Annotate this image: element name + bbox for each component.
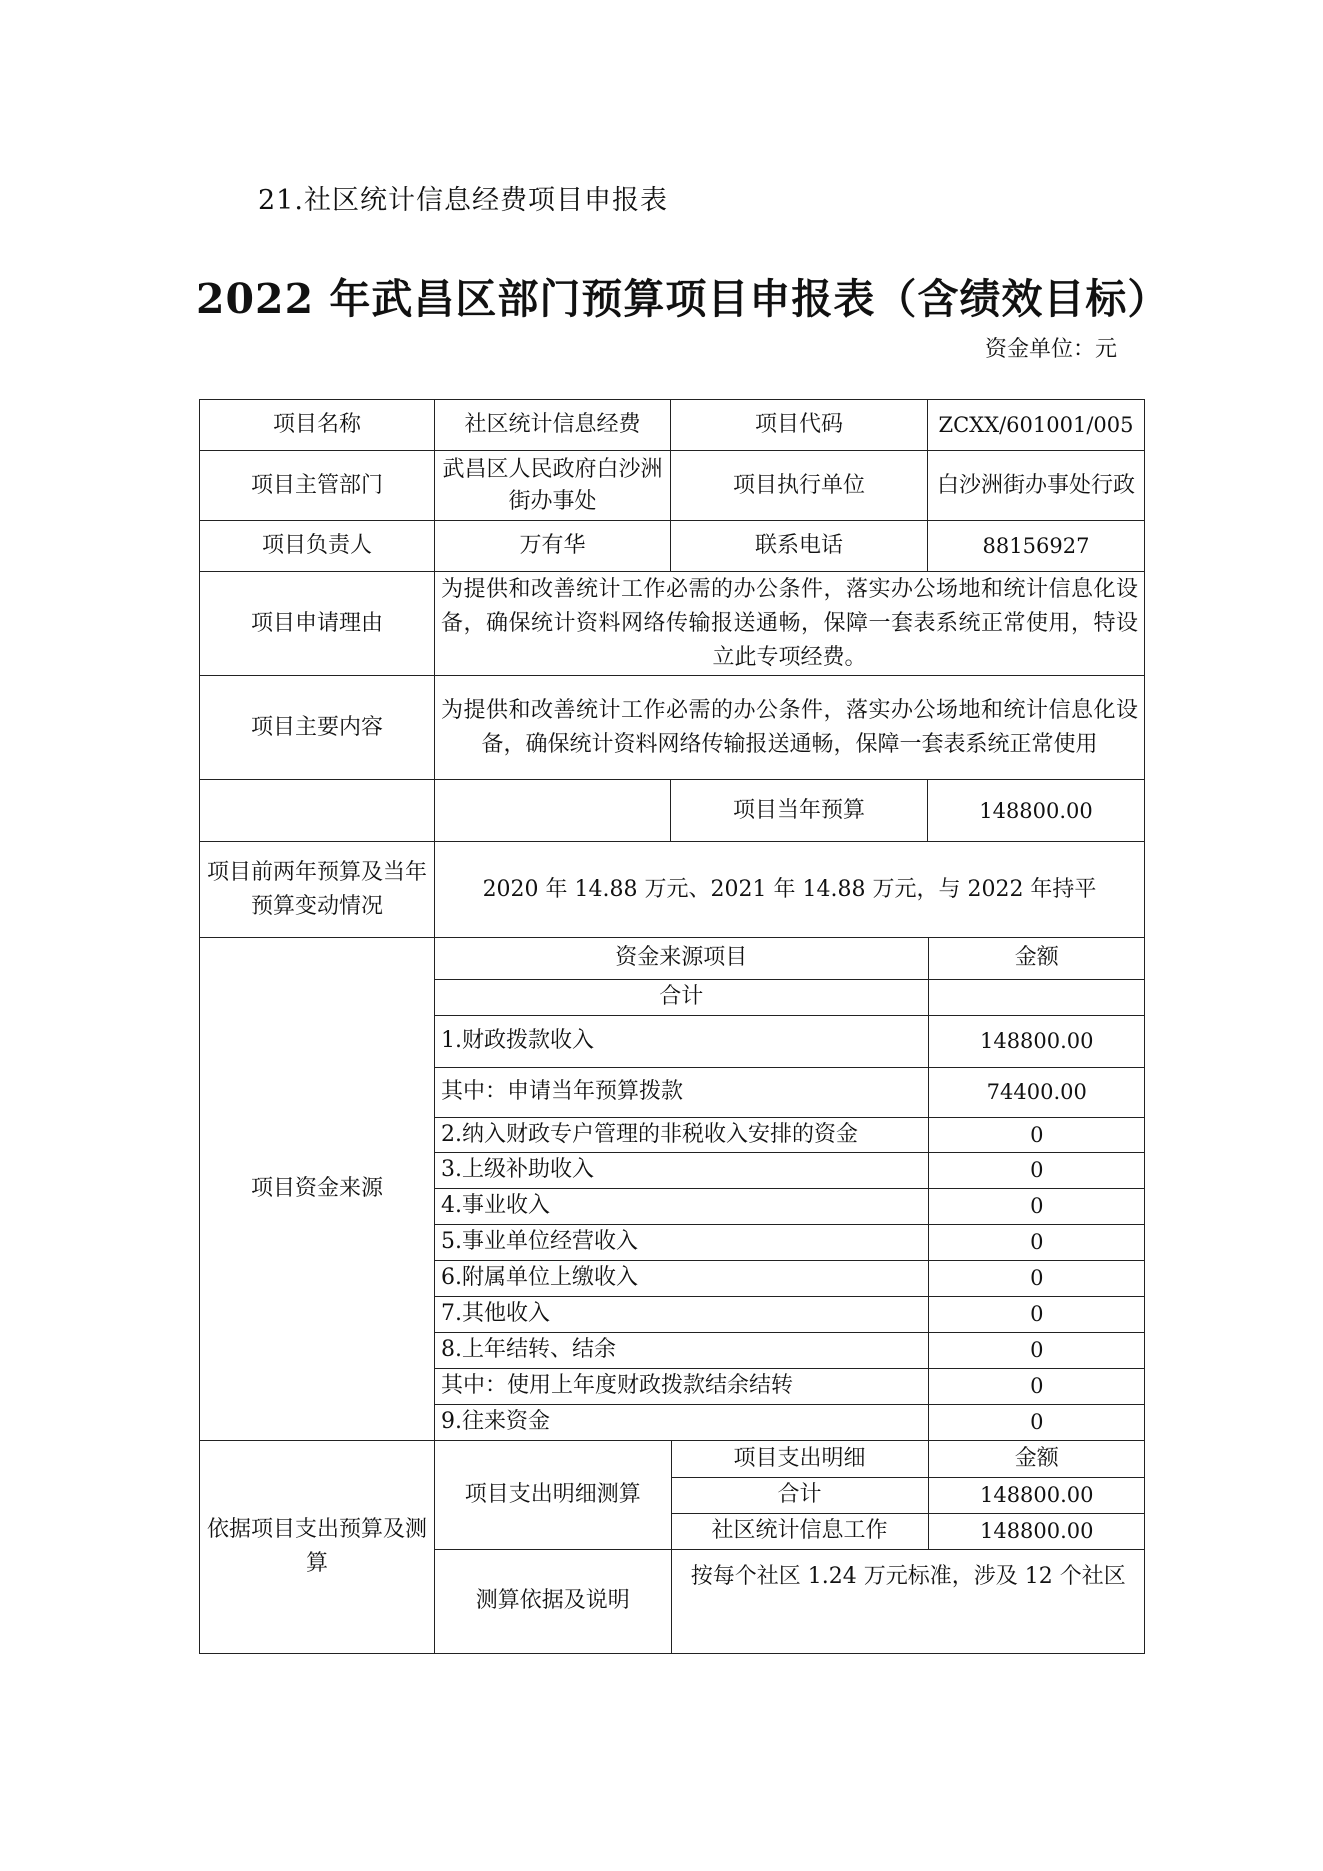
content-text: 为提供和改善统计工作必需的办公条件，落实办公场地和统计信息化设备，确保统计资料网络传输报送通畅，保障一套表系统正常使用 [435,676,1145,780]
funding-item: 8.上年结转、结余 [435,1332,928,1368]
funding-header [435,938,1145,979]
expense-item: 社区统计信息工作 [671,1513,928,1549]
row-history [200,842,1145,938]
row-content [200,676,1145,780]
funding-amount: 0 [928,1260,1145,1296]
funding-amount: 0 [928,1296,1145,1332]
funding-row [435,1404,1145,1440]
expense-table [435,1441,1145,1653]
funding-row [435,1368,1145,1404]
expense-basis-row [435,1549,1145,1653]
funding-row [435,1015,1145,1067]
funding-item: 6.附属单位上缴收入 [435,1260,928,1296]
history-label: 项目前两年预算及当年预算变动情况 [200,842,435,938]
exec-label: 项目执行单位 [671,451,928,521]
row-owner [200,521,1145,572]
blank-cell [435,780,671,842]
funding-amount: 0 [928,1224,1145,1260]
basis-text: 按每个社区 1.24 万元标准，涉及 12 个社区 [671,1549,1145,1653]
funding-item: 1.财政拨款收入 [435,1015,928,1067]
row-budget [200,780,1145,842]
funding-row [435,1188,1145,1224]
funding-amount: 74400.00 [928,1067,1145,1117]
project-form-table [199,399,1145,1654]
funding-item: 其中：申请当年预算拨款 [435,1067,928,1117]
owner-label: 项目负责人 [200,521,435,572]
funding-row [435,979,1145,1015]
funding-row [435,1224,1145,1260]
funding-item: 2.纳入财政专户管理的非税收入安排的资金 [435,1117,928,1152]
funding-cell [435,938,1145,1441]
project-name-label: 项目名称 [200,400,435,451]
project-name-value: 社区统计信息经费 [435,400,671,451]
row-funding [200,938,1145,1441]
currency-unit: 资金单位：元 [984,337,1117,362]
expense-label: 依据项目支出预算及测算 [200,1441,435,1654]
phone-value: 88156927 [928,521,1145,572]
funding-col-item: 资金来源项目 [435,938,928,979]
project-code-label: 项目代码 [671,400,928,451]
funding-table [435,938,1145,1440]
funding-item: 4.事业收入 [435,1188,928,1224]
funding-row [435,1296,1145,1332]
funding-col-amount: 金额 [928,938,1145,979]
reason-label: 项目申请理由 [200,572,435,676]
funding-label: 项目资金来源 [200,938,435,1441]
expense-col-amount: 金额 [928,1441,1145,1477]
budget-label: 项目当年预算 [671,780,928,842]
content-label: 项目主要内容 [200,676,435,780]
funding-row [435,1260,1145,1296]
expense-amount: 148800.00 [928,1477,1145,1513]
exec-value: 白沙洲街办事处行政 [928,451,1145,521]
funding-item: 其中：使用上年度财政拨款结余结转 [435,1368,928,1404]
dept-value: 武昌区人民政府白沙洲街办事处 [435,451,671,521]
funding-row [435,1152,1145,1188]
funding-item: 合计 [435,979,928,1015]
expense-item: 合计 [671,1477,928,1513]
funding-amount: 0 [928,1188,1145,1224]
expense-cell [435,1441,1145,1654]
expense-col-item: 项目支出明细 [671,1441,928,1477]
funding-item: 7.其他收入 [435,1296,928,1332]
row-department [200,451,1145,521]
funding-amount: 0 [928,1404,1145,1440]
funding-row [435,1332,1145,1368]
budget-value: 148800.00 [928,780,1145,842]
row-reason [200,572,1145,676]
funding-amount [928,979,1145,1015]
funding-amount: 0 [928,1368,1145,1404]
funding-amount: 148800.00 [928,1015,1145,1067]
section-heading: 21.社区统计信息经费项目申报表 [258,185,668,216]
funding-amount: 0 [928,1332,1145,1368]
history-text: 2020 年 14.88 万元、2021 年 14.88 万元，与 2022 年持平 [435,842,1145,938]
owner-value: 万有华 [435,521,671,572]
expense-header [435,1441,1145,1477]
reason-text: 为提供和改善统计工作必需的办公条件，落实办公场地和统计信息化设备，确保统计资料网络传输报送通畅，保障一套表系统正常使用，特设立此专项经费。 [435,572,1145,676]
project-code-value: ZCXX/601001/005 [928,400,1145,451]
expense-amount: 148800.00 [928,1513,1145,1549]
page-title: 2022 年武昌区部门预算项目申报表（含绩效目标） [196,275,1170,323]
funding-amount: 0 [928,1117,1145,1152]
row-expense [200,1441,1145,1654]
funding-row [435,1117,1145,1152]
basis-label: 测算依据及说明 [435,1549,671,1653]
funding-amount: 0 [928,1152,1145,1188]
row-project-name [200,400,1145,451]
funding-item: 9.往来资金 [435,1404,928,1440]
dept-label: 项目主管部门 [200,451,435,521]
phone-label: 联系电话 [671,521,928,572]
expense-detail-label: 项目支出明细测算 [435,1441,671,1549]
blank-cell [200,780,435,842]
funding-row [435,1067,1145,1117]
funding-item: 3.上级补助收入 [435,1152,928,1188]
funding-item: 5.事业单位经营收入 [435,1224,928,1260]
